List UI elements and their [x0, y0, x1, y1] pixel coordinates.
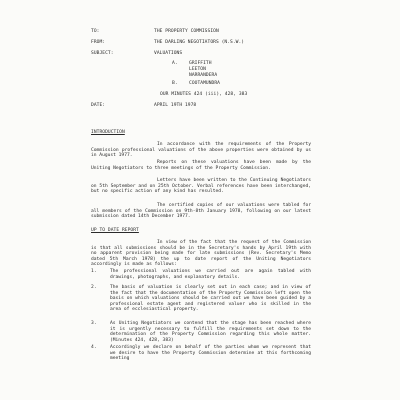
- item-1-number: 1.: [91, 269, 97, 274]
- intro-paragraph-4: The certified copies of our valuations were tabled for all members of the Commission on 9th-8th January 1978, following on our latest submission dated 14th December 1977.: [91, 203, 311, 220]
- intro-paragraph-2: Reports on these valuations have been made by the Uniting Negotiators to three meetings of the Property Commission.: [91, 160, 311, 171]
- item-1-text: The professional valuations we carried out are again tabled with drawings, photographs, and explanatory details.: [110, 269, 311, 280]
- item-4-text: Accordingly we declare on behalf of the parties whom we represent that we desire to have the Property Commission determine at this forthcoming meeting: [110, 345, 311, 362]
- to-label: TO:: [91, 29, 100, 34]
- item-2-text: The basis of valuation is clearly set out in each case; and in view of the fact that the documentation of the Property Commission left open the basis on which valuations should be carried out we have been guided by a professional estate agent and registered valuer who is skilled in the area of ecclesiastical property.: [110, 285, 311, 313]
- item-b-letter: B.: [172, 81, 178, 86]
- date-value: APRIL 19TH 1978: [154, 103, 197, 108]
- item-3-number: 3.: [91, 321, 97, 326]
- item-a-line-2: LEETON: [189, 67, 206, 72]
- update-heading: UP TO DATE REPORT: [91, 228, 139, 233]
- item-4-number: 4.: [91, 345, 97, 350]
- introduction-heading: INTRODUCTION: [91, 130, 125, 135]
- intro-paragraph-1: In accordance with the requirements of the Property Commission professional valuations of the above properties were obtained by us in August 1977.: [91, 142, 311, 159]
- to-value: THE PROPERTY COMMISSION: [154, 29, 219, 34]
- update-paragraph-1: In view of the fact that the request of the Commission is that all submissions should be in the Secretary's hands by April 19th with no apparent provision being made for late submissions (Rev. Secretary's Memo dated 5th March 1978) the up to date report of the Uniting Negotiators accordingly is made as follows:: [91, 240, 311, 268]
- from-value: THE DARLING NEGOTIATORS (N.S.W.): [154, 40, 245, 45]
- subject-label: SUBJECT:: [91, 51, 114, 56]
- date-label: DATE:: [91, 103, 106, 108]
- item-a-line-3: NARRANDERA: [189, 73, 218, 78]
- minutes-reference: OUR MINUTES 424 (iii), 428, 383: [160, 92, 248, 97]
- from-label: FROM:: [91, 40, 106, 45]
- item-b-line-1: COOTAMUNDRA: [189, 81, 220, 86]
- item-2-number: 2.: [91, 285, 97, 290]
- item-3-text: As Uniting Negotiators we contend that the stage has been reached where it is urgently necessary to fulfill the requirements set down to the determination of the Property Commission regarding this whole matter. (Minutes 424, 428, 383): [110, 321, 311, 343]
- intro-paragraph-3: Letters have been written to the Continuing Negotiators on 5th September and on 25th October. Verbal references have been interchanged, but no specific action of any kind has resulted.: [91, 178, 311, 195]
- item-a-letter: A.: [172, 61, 178, 66]
- subject-value: VALUATIONS: [154, 51, 183, 56]
- item-a-line-1: GRIFFITH: [189, 61, 212, 66]
